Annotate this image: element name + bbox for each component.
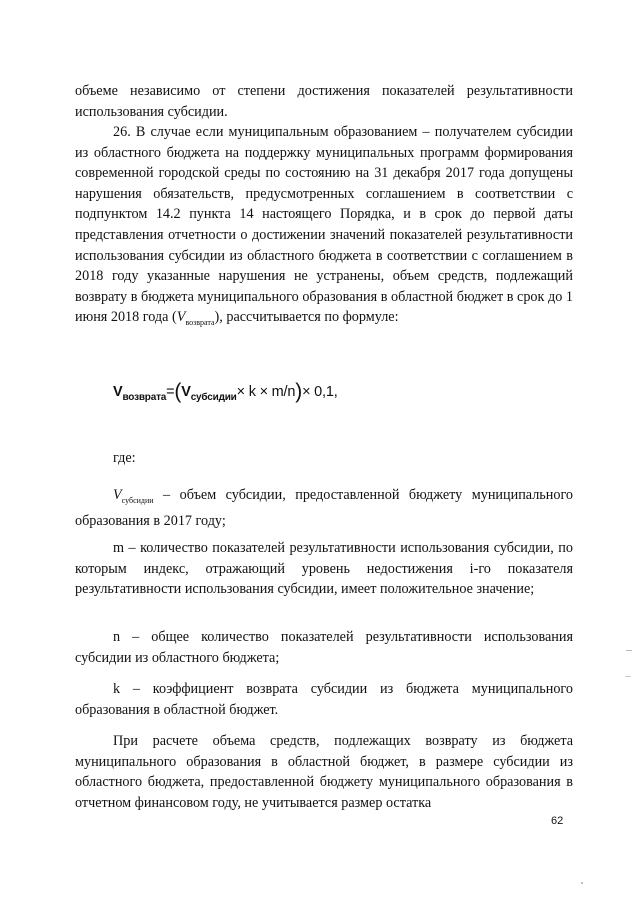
v-subscript: возврата xyxy=(185,318,215,328)
page-number: 62 xyxy=(551,815,564,827)
def-m-text: m – количество показателей результативности использования субсидии, по которым индекс, отражающий уровень недостижения i-го показателя результативности использования субсидии, имеет положительное значение; xyxy=(75,540,573,598)
return-formula xyxy=(113,380,338,404)
def-n-text: n – общее количество показателей результативности использования субсидии из областного бюджета; xyxy=(75,629,573,666)
formula-equals: = xyxy=(166,384,175,400)
intro-text: объеме независимо от степени достижения показателей результативности использования субсидии. xyxy=(75,83,573,120)
intro-paragraph xyxy=(75,81,573,122)
definition-v-subsidy xyxy=(75,485,573,532)
paragraph-26 xyxy=(75,122,573,334)
formula-sub-return: возврата xyxy=(122,391,167,403)
scan-edge-mark xyxy=(626,650,632,651)
formula-tail: × 0,1, xyxy=(302,384,338,400)
closing-text: При расчете объема средств, подлежащих возврату из бюджета муниципального образования в областной бюджет, в размере субсидии из областного бюджета, предоставленной бюджету муниципального образования в отчетном финансовом году, не учитывается размер остатка xyxy=(75,733,573,811)
scan-edge-mark xyxy=(625,676,631,677)
formula-v-return: V xyxy=(113,384,123,400)
closing-paragraph xyxy=(75,731,573,813)
where-label: где: xyxy=(113,450,136,466)
formula-close-paren: ) xyxy=(295,380,303,403)
v-letter: V xyxy=(113,487,122,503)
definition-m xyxy=(75,538,573,600)
formula-open-paren: ( xyxy=(174,380,182,403)
formula-v-subsidy: V xyxy=(181,384,191,400)
p26-text-before: 26. В случае если муниципальным образованием – получателем субсидии из областного бюджета на поддержку муниципальных программ формирования современной городской среды по состоянию на 31 декабря 2017 года допущены нарушения обязательств, предусмотренных соглашением в соответствии с подпунктом 14.2 пункта 14 настоящего Порядка, и в срок до первой даты представления отчетности о достижении значений показателей результативности использования субсидии из областного бюджета в соответствии с соглашением в 2018 году указанные нарушения не устранены, объем средств, подлежащий возврату в бюджета муниципального образования в областной бюджет в срок до 1 июня 2018 года ( xyxy=(75,124,573,326)
definition-k xyxy=(75,679,573,720)
p26-text-after: ), рассчитывается по формуле: xyxy=(214,309,399,326)
v-subscript: субсидии xyxy=(121,495,154,505)
scan-dot xyxy=(581,882,583,884)
definition-n xyxy=(75,627,573,668)
def-v-subsidy-text xyxy=(75,485,573,532)
def-k-text: k – коэффициент возврата субсидии из бюджета муниципального образования в областной бюджет. xyxy=(75,681,573,718)
v-letter: V xyxy=(176,309,186,326)
paragraph-26-text xyxy=(75,122,573,334)
v-subsidy-inline-symbol xyxy=(113,487,154,503)
def-v-subsidy-description: – объем субсидии, предоставленной бюджету муниципального образования в 2017 году; xyxy=(75,487,573,530)
formula-sub-subsidy: субсидии xyxy=(190,391,237,403)
formula-multipliers: × k × m/n xyxy=(236,384,296,400)
v-return-inline-symbol xyxy=(176,309,215,328)
